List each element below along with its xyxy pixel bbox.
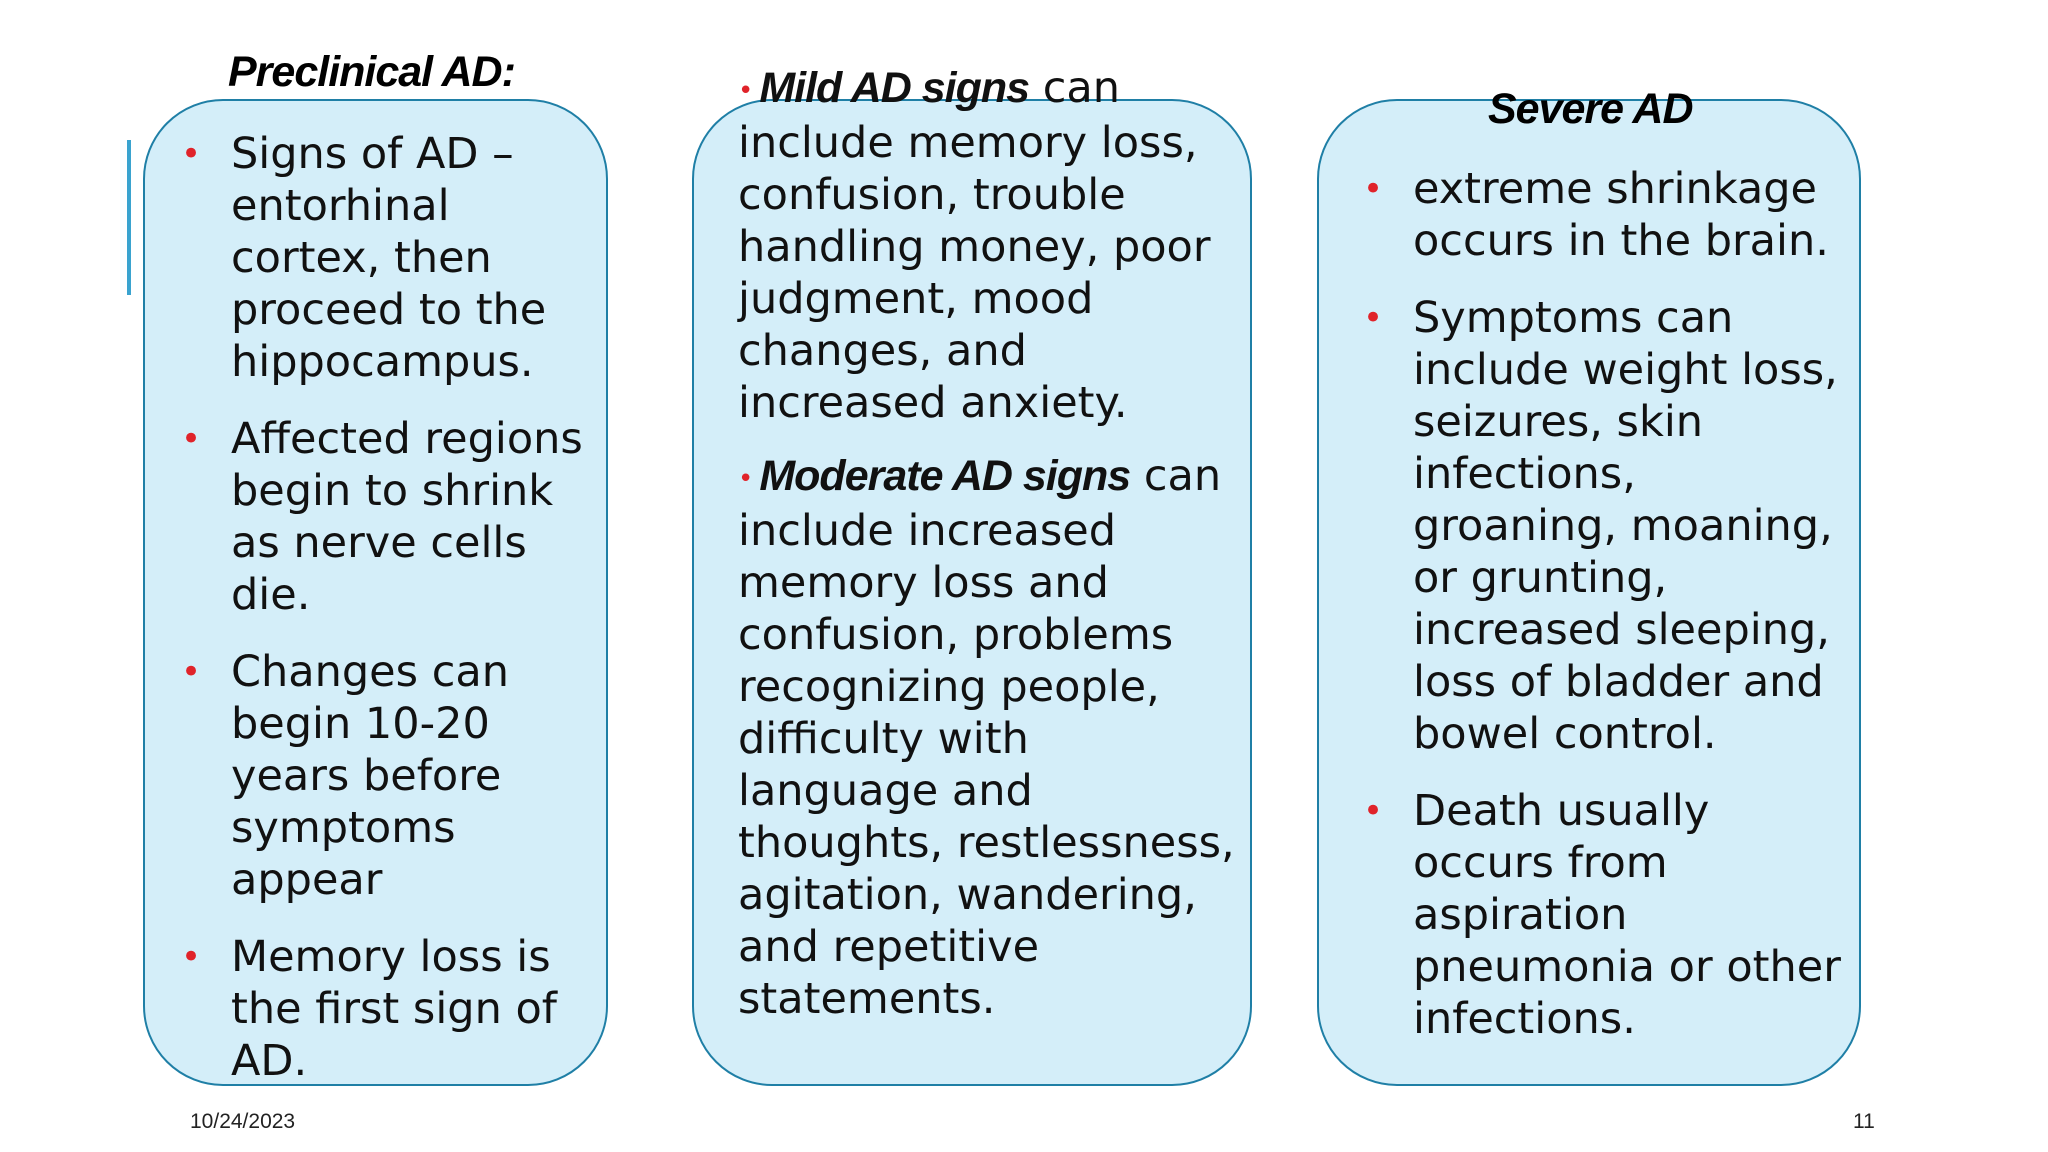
bullet-icon: • <box>738 75 754 106</box>
bullet-icon: • <box>738 463 754 494</box>
bullet-icon: • <box>1363 298 1384 338</box>
mild-ad-paragraph <box>738 62 1238 429</box>
list-item: • extreme shrinkage occurs in the brain. <box>1363 164 1829 266</box>
bullet-icon: • <box>181 419 202 459</box>
bullet-icon: • <box>181 134 202 174</box>
accent-line <box>127 140 131 295</box>
page-number: 11 <box>1853 1110 1875 1133</box>
moderate-ad-paragraph <box>738 450 1238 1025</box>
mild-ad-label: Mild AD signs <box>759 64 1030 112</box>
mild-ad-text: can include memory loss, confusion, trouble handling money, poor judgment, mood changes, and increased anxiety. <box>738 63 1211 428</box>
moderate-ad-label: Moderate AD signs <box>759 452 1131 500</box>
bullet-icon: • <box>181 652 202 692</box>
footer-date: 10/24/2023 <box>190 1110 296 1133</box>
moderate-ad-text: can include increased memory loss and confusion, problems recognizing people, difficulty with language and thoughts, restlessness, agitation, wandering, and repetitive statements. <box>738 451 1235 1024</box>
bullet-icon: • <box>181 937 202 977</box>
list-item: • Death usually occurs from aspiration pneumonia or other infections. <box>1363 786 1841 1044</box>
list-item: • Symptoms can include weight loss, seizures, skin infections, groaning, moaning, or grunting, increased sleeping, loss of bladder and bowel control. <box>1363 293 1838 759</box>
list-item: • Signs of AD – entorhinal cortex, then proceed to the hippocampus. <box>181 129 547 387</box>
bullet-icon: • <box>1363 169 1384 209</box>
severe-list <box>1363 163 1853 1070</box>
list-item: • Changes can begin 10-20 years before symptoms appear <box>181 647 509 905</box>
list-item: • Affected regions begin to shrink as nerve cells die. <box>181 414 583 620</box>
list-item: • Memory loss is the first sign of AD. <box>181 932 557 1086</box>
preclinical-title: Preclinical AD: <box>228 48 515 96</box>
preclinical-list <box>181 128 601 1112</box>
bullet-icon: • <box>1363 791 1384 831</box>
severe-title: Severe AD <box>1488 85 1693 133</box>
